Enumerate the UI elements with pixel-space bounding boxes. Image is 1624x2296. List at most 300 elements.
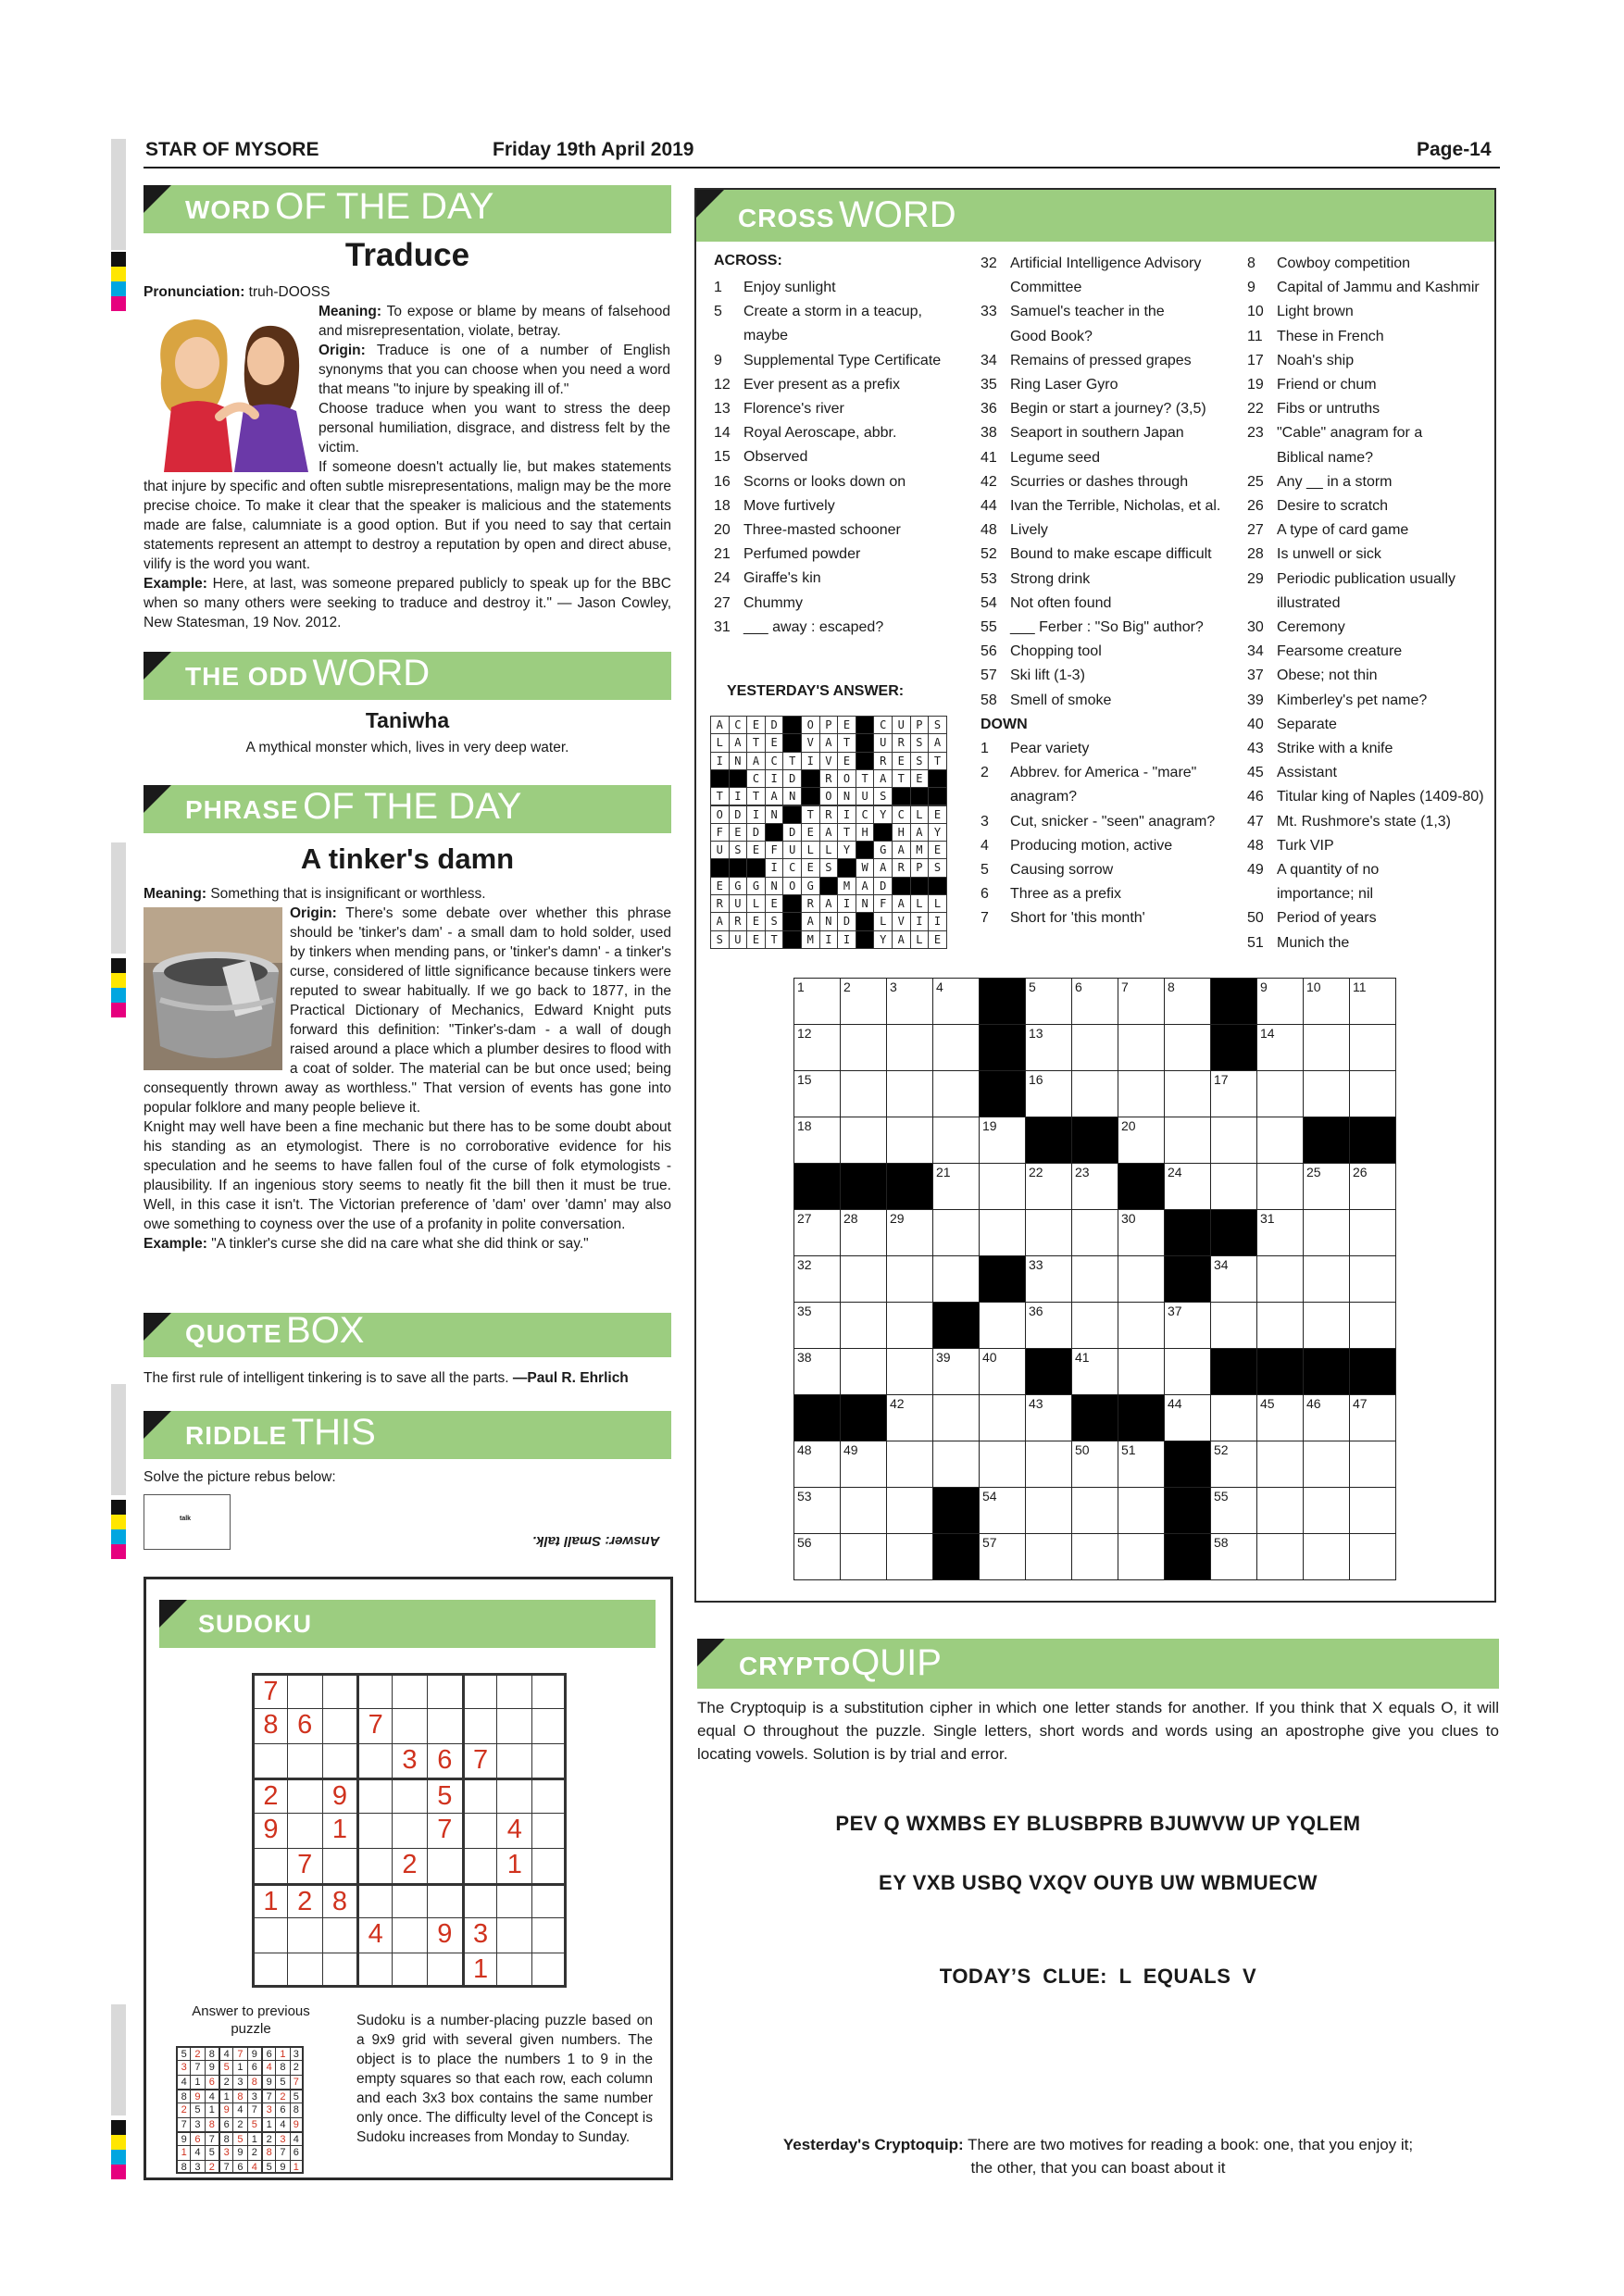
answer-cell: L bbox=[873, 912, 893, 930]
clue-item bbox=[1247, 664, 1493, 688]
crossword-cell[interactable] bbox=[1118, 1209, 1165, 1256]
phrase-origin bbox=[144, 904, 671, 1254]
clue-item bbox=[1247, 349, 1493, 373]
crossword-cell[interactable] bbox=[793, 1533, 841, 1580]
crossword-cell[interactable] bbox=[1210, 1302, 1257, 1349]
margin-gray-strip bbox=[111, 1384, 126, 1495]
crossword-cell[interactable] bbox=[1256, 1163, 1304, 1210]
crossword-cell[interactable] bbox=[1256, 1533, 1304, 1580]
crossword-cell[interactable] bbox=[840, 1487, 887, 1534]
clue-number: 49 bbox=[1247, 862, 1264, 879]
answer-cell: A bbox=[710, 912, 730, 930]
sudoku-cell[interactable]: 9 bbox=[322, 1778, 357, 1813]
sudoku-cell[interactable] bbox=[462, 1708, 497, 1743]
answer-cell: U bbox=[782, 841, 802, 859]
answer-cell: N bbox=[856, 894, 875, 913]
crossword-cell[interactable] bbox=[1118, 1533, 1165, 1580]
crossword-cell[interactable] bbox=[1303, 1255, 1350, 1303]
crossword-cell[interactable] bbox=[1210, 1163, 1257, 1210]
sudoku-cell[interactable]: 6 bbox=[287, 1708, 322, 1743]
clue-text: Strong drink bbox=[1010, 570, 1091, 587]
crossword-cell[interactable] bbox=[840, 1441, 887, 1488]
crossword-cell[interactable] bbox=[1303, 1070, 1350, 1117]
crossword-cell[interactable] bbox=[1303, 1533, 1350, 1580]
crossword-cell[interactable] bbox=[886, 1255, 933, 1303]
sudoku-cell[interactable] bbox=[496, 1673, 531, 1708]
cell-number: 42 bbox=[890, 1396, 905, 1411]
sudoku-cell[interactable] bbox=[252, 1848, 287, 1883]
sudoku-cell[interactable] bbox=[252, 1743, 287, 1778]
crossword-cell[interactable] bbox=[1349, 1441, 1396, 1488]
sudoku-cell[interactable]: 9 bbox=[252, 1813, 287, 1848]
clue-text: Cowboy competition bbox=[1277, 256, 1411, 271]
crossword-cell[interactable] bbox=[1349, 1070, 1396, 1117]
crossword-cell[interactable] bbox=[979, 1441, 1026, 1488]
crossword-cell[interactable] bbox=[1071, 1487, 1118, 1534]
crossword-cell[interactable] bbox=[1164, 1163, 1211, 1210]
clue-number bbox=[1247, 882, 1277, 906]
answer-cell: S bbox=[873, 787, 893, 805]
sudoku-cell[interactable] bbox=[322, 1917, 357, 1953]
crossword-cell[interactable] bbox=[1071, 1024, 1118, 1071]
crossword-cell[interactable] bbox=[1349, 1394, 1396, 1441]
crossword-cell[interactable] bbox=[1256, 1117, 1304, 1164]
sudoku-cell[interactable] bbox=[531, 1778, 567, 1813]
crossword-cell[interactable] bbox=[840, 1209, 887, 1256]
sudoku-cell[interactable] bbox=[462, 1848, 497, 1883]
sudoku-cell[interactable] bbox=[287, 1673, 322, 1708]
sudoku-cell[interactable] bbox=[496, 1743, 531, 1778]
crossword-cell[interactable] bbox=[1071, 1302, 1118, 1349]
sudoku-prev-cell: 4 bbox=[232, 2103, 246, 2116]
sudoku-prev-cell: 4 bbox=[261, 2060, 275, 2074]
crossword-cell[interactable] bbox=[886, 1209, 933, 1256]
sudoku-cell[interactable] bbox=[322, 1743, 357, 1778]
crossword-cell[interactable] bbox=[1303, 978, 1350, 1025]
crossword-cell[interactable] bbox=[1071, 1070, 1118, 1117]
crossword-cell[interactable] bbox=[886, 978, 933, 1025]
clue-item bbox=[1247, 470, 1493, 494]
crossword-cell[interactable] bbox=[793, 1348, 841, 1395]
crossword-cell[interactable] bbox=[1025, 1441, 1072, 1488]
crossword-cell[interactable] bbox=[979, 1348, 1026, 1395]
cell-number: 37 bbox=[1168, 1304, 1182, 1318]
clue-item bbox=[981, 568, 1232, 592]
answer-cell: A bbox=[819, 894, 839, 913]
crossword-cell[interactable] bbox=[1164, 1394, 1211, 1441]
heading-text: SUDOKU bbox=[198, 1610, 313, 1638]
crossword-cell[interactable] bbox=[886, 1441, 933, 1488]
crossword-cell[interactable] bbox=[1210, 1255, 1257, 1303]
answer-black-cell bbox=[928, 877, 947, 895]
crossword-cell[interactable] bbox=[1025, 1209, 1072, 1256]
crossword-cell[interactable] bbox=[1349, 1163, 1396, 1210]
sudoku-cell[interactable] bbox=[531, 1743, 567, 1778]
crossword-cell[interactable] bbox=[1025, 1487, 1072, 1534]
clue-number bbox=[1247, 446, 1277, 470]
sudoku-prev-cell: 5 bbox=[219, 2060, 232, 2074]
sudoku-cell[interactable] bbox=[356, 1778, 392, 1813]
crossword-black-cell bbox=[1025, 1348, 1072, 1395]
sudoku-cell[interactable] bbox=[427, 1953, 462, 1988]
sudoku-cell[interactable] bbox=[496, 1778, 531, 1813]
crossword-cell[interactable] bbox=[840, 1070, 887, 1117]
crossword-cell[interactable] bbox=[1256, 978, 1304, 1025]
sudoku-cell[interactable] bbox=[287, 1743, 322, 1778]
crossword-cell[interactable] bbox=[1025, 1533, 1072, 1580]
sudoku-cell[interactable]: 8 bbox=[252, 1708, 287, 1743]
sudoku-cell[interactable] bbox=[531, 1953, 567, 1988]
clue-number: 1 bbox=[981, 741, 989, 757]
crossword-cell[interactable] bbox=[886, 1394, 933, 1441]
sudoku-cell[interactable] bbox=[531, 1673, 567, 1708]
crossword-cell[interactable] bbox=[1349, 978, 1396, 1025]
crossword-cell[interactable] bbox=[1118, 1117, 1165, 1164]
crossword-cell[interactable] bbox=[840, 978, 887, 1025]
crossword-cell[interactable] bbox=[1071, 1163, 1118, 1210]
crossword-cell[interactable] bbox=[840, 1024, 887, 1071]
crossword-cell[interactable] bbox=[793, 1117, 841, 1164]
sudoku-cell[interactable] bbox=[462, 1883, 497, 1918]
sudoku-cell[interactable] bbox=[427, 1883, 462, 1918]
crossword-cell[interactable] bbox=[1025, 1255, 1072, 1303]
crossword-cell[interactable] bbox=[793, 1487, 841, 1534]
crossword-cell[interactable] bbox=[1164, 978, 1211, 1025]
crossword-cell[interactable] bbox=[979, 1487, 1026, 1534]
clue-number: 6 bbox=[981, 886, 989, 903]
answer-cell: D bbox=[765, 716, 784, 734]
crossword-cell[interactable] bbox=[932, 1024, 980, 1071]
sudoku-cell[interactable] bbox=[252, 1917, 287, 1953]
crossword-cell[interactable] bbox=[932, 1163, 980, 1210]
crossword-cell[interactable] bbox=[1303, 1394, 1350, 1441]
crossword-cell[interactable] bbox=[979, 1302, 1026, 1349]
crossword-cell[interactable] bbox=[793, 1441, 841, 1488]
sudoku-cell[interactable]: 7 bbox=[287, 1848, 322, 1883]
sudoku-cell[interactable]: 6 bbox=[427, 1743, 462, 1778]
sudoku-cell[interactable] bbox=[496, 1883, 531, 1918]
crossword-cell[interactable] bbox=[1071, 1348, 1118, 1395]
crossword-cell[interactable] bbox=[1164, 1117, 1211, 1164]
crossword-black-cell bbox=[932, 1533, 980, 1580]
crossword-cell[interactable] bbox=[1118, 1070, 1165, 1117]
crossword-cell[interactable] bbox=[1303, 1163, 1350, 1210]
answer-cell: L bbox=[910, 894, 930, 913]
sudoku-cell[interactable]: 7 bbox=[252, 1673, 287, 1708]
sudoku-cell[interactable] bbox=[287, 1917, 322, 1953]
word-of-day-meaning bbox=[319, 302, 670, 457]
yesterday-answer-label: YESTERDAY'S ANSWER: bbox=[727, 683, 905, 699]
answer-cell: I bbox=[910, 912, 930, 930]
answer-cell: M bbox=[837, 877, 856, 895]
crossword-cell[interactable] bbox=[1256, 1255, 1304, 1303]
crossword-cell[interactable] bbox=[840, 1533, 887, 1580]
crossword-cell[interactable] bbox=[1349, 1024, 1396, 1071]
heading-part: CRYPTO bbox=[739, 1652, 852, 1680]
crossword-cell[interactable] bbox=[840, 1348, 887, 1395]
crossword-cell[interactable] bbox=[1210, 1070, 1257, 1117]
clues-column-2 bbox=[981, 252, 1232, 931]
sudoku-cell[interactable] bbox=[356, 1813, 392, 1848]
sudoku-cell[interactable] bbox=[322, 1708, 357, 1743]
sudoku-cell[interactable]: 4 bbox=[356, 1917, 392, 1953]
clue-item bbox=[981, 446, 1232, 470]
clue-text: Periodic publication usually bbox=[1277, 570, 1455, 587]
crossword-cell[interactable] bbox=[1118, 1441, 1165, 1488]
crossword-cell[interactable] bbox=[979, 1163, 1026, 1210]
sudoku-cell[interactable] bbox=[531, 1917, 567, 1953]
crossword-black-cell bbox=[1303, 1348, 1350, 1395]
crossword-cell[interactable] bbox=[886, 1024, 933, 1071]
answer-black-cell bbox=[892, 877, 911, 895]
sudoku-cell[interactable] bbox=[531, 1883, 567, 1918]
sudoku-cell[interactable] bbox=[531, 1708, 567, 1743]
clue-item bbox=[981, 349, 1232, 373]
answer-cell: P bbox=[910, 858, 930, 877]
crossword-cell[interactable] bbox=[932, 1117, 980, 1164]
sudoku-cell[interactable]: 2 bbox=[392, 1848, 427, 1883]
label: Example: bbox=[144, 576, 207, 592]
crossword-black-cell bbox=[979, 1024, 1026, 1071]
sudoku-cell[interactable]: 1 bbox=[322, 1813, 357, 1848]
crossword-cell[interactable] bbox=[1349, 1487, 1396, 1534]
sudoku-cell[interactable]: 7 bbox=[356, 1708, 392, 1743]
answer-cell: S bbox=[928, 716, 947, 734]
sudoku-cell[interactable]: 2 bbox=[252, 1778, 287, 1813]
phrase-of-day-header bbox=[144, 785, 671, 833]
crossword-cell[interactable] bbox=[1210, 1117, 1257, 1164]
sudoku-cell[interactable] bbox=[322, 1848, 357, 1883]
answer-cell: C bbox=[873, 716, 893, 734]
cell-number: 24 bbox=[1168, 1165, 1182, 1179]
crossword-cell[interactable] bbox=[793, 978, 841, 1025]
crossword-cell[interactable] bbox=[1349, 1533, 1396, 1580]
sudoku-cell[interactable] bbox=[356, 1953, 392, 1988]
crossword-cell[interactable] bbox=[1118, 1487, 1165, 1534]
crossword-cell[interactable] bbox=[793, 1070, 841, 1117]
cell-number: 1 bbox=[797, 980, 805, 994]
sudoku-cell[interactable] bbox=[392, 1778, 427, 1813]
sudoku-cell[interactable]: 7 bbox=[427, 1813, 462, 1848]
clue-text: Cut, snicker - "seen" anagram? bbox=[1010, 813, 1216, 830]
crossword-cell[interactable] bbox=[932, 1348, 980, 1395]
crossword-cell[interactable] bbox=[1210, 1533, 1257, 1580]
crossword-cell[interactable] bbox=[932, 1255, 980, 1303]
sudoku-cell[interactable] bbox=[427, 1673, 462, 1708]
crossword-cell[interactable] bbox=[1025, 1394, 1072, 1441]
clue-number: 32 bbox=[981, 256, 997, 271]
crossword-cell[interactable] bbox=[1256, 1070, 1304, 1117]
crossword-cell[interactable] bbox=[979, 1117, 1026, 1164]
clue-text: Florence's river bbox=[743, 401, 844, 418]
sudoku-cell[interactable] bbox=[322, 1953, 357, 1988]
sudoku-cell[interactable] bbox=[392, 1883, 427, 1918]
crossword-cell[interactable] bbox=[793, 1255, 841, 1303]
crossword-cell[interactable] bbox=[1025, 1163, 1072, 1210]
sudoku-cell[interactable] bbox=[356, 1743, 392, 1778]
crossword-cell[interactable] bbox=[1071, 1255, 1118, 1303]
crossword-cell[interactable] bbox=[1210, 1394, 1257, 1441]
sudoku-cell[interactable] bbox=[392, 1813, 427, 1848]
crossword-cell[interactable] bbox=[1118, 1302, 1165, 1349]
crossword-cell[interactable] bbox=[1210, 1487, 1257, 1534]
crossword-cell[interactable] bbox=[886, 1302, 933, 1349]
crossword-cell[interactable] bbox=[1256, 1024, 1304, 1071]
sudoku-cell[interactable] bbox=[356, 1848, 392, 1883]
crossword-cell[interactable] bbox=[1025, 978, 1072, 1025]
crossword-cell[interactable] bbox=[932, 1394, 980, 1441]
sudoku-prev-cell: 8 bbox=[247, 2075, 261, 2089]
answer-cell: V bbox=[819, 752, 839, 770]
answer-cell: D bbox=[746, 823, 766, 842]
crossword-cell[interactable] bbox=[1303, 1024, 1350, 1071]
clue-item bbox=[981, 713, 1232, 737]
crossword-cell[interactable] bbox=[1118, 1024, 1165, 1071]
sudoku-prev-cell: 8 bbox=[176, 2160, 190, 2174]
sudoku-cell[interactable]: 3 bbox=[392, 1743, 427, 1778]
crossword-cell[interactable] bbox=[840, 1255, 887, 1303]
crossword-cell[interactable] bbox=[840, 1302, 887, 1349]
crossword-cell[interactable] bbox=[1025, 1024, 1072, 1071]
sudoku-cell[interactable]: 7 bbox=[462, 1743, 497, 1778]
sudoku-cell[interactable]: 1 bbox=[252, 1883, 287, 1918]
crossword-cell[interactable] bbox=[1349, 1209, 1396, 1256]
clue-text: Perfumed powder bbox=[743, 546, 861, 563]
sudoku-cell[interactable] bbox=[287, 1778, 322, 1813]
sudoku-cell[interactable]: 5 bbox=[427, 1778, 462, 1813]
crossword-cell[interactable] bbox=[1118, 978, 1165, 1025]
crossword-cell[interactable] bbox=[979, 1394, 1026, 1441]
answer-cell: O bbox=[710, 805, 730, 824]
crossword-cell[interactable] bbox=[1256, 1394, 1304, 1441]
clue-text: Good Book? bbox=[1010, 328, 1093, 344]
sudoku-cell[interactable] bbox=[392, 1953, 427, 1988]
crossword-cell[interactable] bbox=[1071, 1209, 1118, 1256]
sudoku-cell[interactable] bbox=[462, 1673, 497, 1708]
sudoku-cell[interactable]: 3 bbox=[462, 1917, 497, 1953]
crossword-cell[interactable] bbox=[886, 1487, 933, 1534]
quote: The first rule of intelligent tinkering is to save all the parts. bbox=[144, 1370, 509, 1386]
crossword-cell[interactable] bbox=[793, 1024, 841, 1071]
sudoku-cell[interactable] bbox=[287, 1813, 322, 1848]
sudoku-cell[interactable]: 1 bbox=[462, 1953, 497, 1988]
crossword-cell[interactable] bbox=[1303, 1302, 1350, 1349]
crossword-cell[interactable] bbox=[886, 1348, 933, 1395]
cryptoquip-line-1: PEV Q WXMBS EY BLUSBPRB BJUWVW UP YQLEM bbox=[835, 1812, 1361, 1835]
answer-cell: E bbox=[729, 823, 748, 842]
clue-number bbox=[981, 325, 1010, 349]
crossword-cell[interactable] bbox=[1303, 1487, 1350, 1534]
crossword-cell[interactable] bbox=[1256, 1487, 1304, 1534]
answer-cell: E bbox=[765, 733, 784, 752]
crossword-cell[interactable] bbox=[1303, 1209, 1350, 1256]
crossword-cell[interactable] bbox=[793, 1209, 841, 1256]
clue-item bbox=[714, 567, 968, 591]
answer-cell: C bbox=[746, 769, 766, 788]
crossword-cell[interactable] bbox=[1118, 1255, 1165, 1303]
crossword-cell[interactable] bbox=[1164, 1302, 1211, 1349]
sudoku-cell[interactable]: 9 bbox=[427, 1917, 462, 1953]
crossword-cell[interactable] bbox=[793, 1302, 841, 1349]
crossword-black-cell bbox=[1210, 978, 1257, 1025]
clue-item bbox=[981, 616, 1232, 640]
crossword-cell[interactable] bbox=[1164, 1024, 1211, 1071]
crossword-cell[interactable] bbox=[1071, 978, 1118, 1025]
crossword-cell[interactable] bbox=[1256, 1302, 1304, 1349]
crossword-cell[interactable] bbox=[840, 1117, 887, 1164]
clue-item bbox=[714, 518, 968, 543]
sudoku-cell[interactable] bbox=[356, 1883, 392, 1918]
sudoku-cell[interactable] bbox=[392, 1917, 427, 1953]
crossword-cell[interactable] bbox=[932, 1070, 980, 1117]
crossword-cell[interactable] bbox=[1349, 1302, 1396, 1349]
sudoku-cell[interactable] bbox=[392, 1708, 427, 1743]
clue-text: Capital of Jammu and Kashmir bbox=[1277, 280, 1480, 296]
crossword-cell[interactable] bbox=[1118, 1348, 1165, 1395]
crossword-cell[interactable] bbox=[1256, 1209, 1304, 1256]
sudoku-cell[interactable] bbox=[356, 1673, 392, 1708]
sudoku-cell[interactable] bbox=[287, 1953, 322, 1988]
crossword-cell[interactable] bbox=[886, 1533, 933, 1580]
crossword-cell[interactable] bbox=[1025, 1302, 1072, 1349]
crossword-cell[interactable] bbox=[1071, 1533, 1118, 1580]
sudoku-cell[interactable] bbox=[392, 1673, 427, 1708]
crossword-cell[interactable] bbox=[1210, 1441, 1257, 1488]
sudoku-cell[interactable] bbox=[462, 1778, 497, 1813]
sudoku-cell[interactable] bbox=[427, 1848, 462, 1883]
crossword-cell[interactable] bbox=[1349, 1255, 1396, 1303]
word-of-day-body bbox=[144, 457, 671, 632]
crossword-cell[interactable] bbox=[932, 1209, 980, 1256]
crossword-cell[interactable] bbox=[1025, 1070, 1072, 1117]
crossword-cell[interactable] bbox=[932, 1441, 980, 1488]
crossword-cell[interactable] bbox=[886, 1117, 933, 1164]
crossword-cell[interactable] bbox=[1164, 1070, 1211, 1117]
clue-number: 21 bbox=[714, 546, 731, 563]
sudoku-cell[interactable] bbox=[496, 1708, 531, 1743]
clue-text: Period of years bbox=[1277, 910, 1377, 927]
answer-cell: E bbox=[765, 894, 784, 913]
clue-number: 50 bbox=[1247, 910, 1264, 927]
clue-text: Smell of smoke bbox=[1010, 692, 1112, 708]
crossword-cell[interactable] bbox=[1164, 1348, 1211, 1395]
sudoku-cell[interactable]: 1 bbox=[496, 1848, 531, 1883]
sudoku-cell[interactable] bbox=[531, 1813, 567, 1848]
sudoku-cell[interactable]: 2 bbox=[287, 1883, 322, 1918]
crossword-cell[interactable] bbox=[886, 1070, 933, 1117]
sudoku-cell[interactable]: 4 bbox=[496, 1813, 531, 1848]
sudoku-prev-cell: 6 bbox=[232, 2160, 246, 2174]
crossword-cell[interactable] bbox=[1303, 1441, 1350, 1488]
sudoku-cell[interactable] bbox=[531, 1848, 567, 1883]
sudoku-cell[interactable]: 8 bbox=[322, 1883, 357, 1918]
clue-number: 15 bbox=[714, 449, 731, 466]
cell-number: 53 bbox=[797, 1489, 812, 1504]
crossword-cell[interactable] bbox=[1256, 1441, 1304, 1488]
sudoku-cell[interactable] bbox=[252, 1953, 287, 1988]
sudoku-cell[interactable] bbox=[496, 1917, 531, 1953]
cryptoquip-line-2: EY VXB USBQ VXQV OUYB UW WBMUECW bbox=[879, 1871, 1318, 1894]
cell-number: 11 bbox=[1353, 980, 1367, 994]
crossword-cell[interactable] bbox=[1071, 1441, 1118, 1488]
crossword-cell[interactable] bbox=[979, 1209, 1026, 1256]
sudoku-cell[interactable] bbox=[427, 1708, 462, 1743]
sudoku-cell[interactable] bbox=[462, 1813, 497, 1848]
crossword-cell[interactable] bbox=[979, 1533, 1026, 1580]
crossword-cell[interactable] bbox=[932, 978, 980, 1025]
sudoku-cell[interactable] bbox=[322, 1673, 357, 1708]
sudoku-cell[interactable] bbox=[496, 1953, 531, 1988]
